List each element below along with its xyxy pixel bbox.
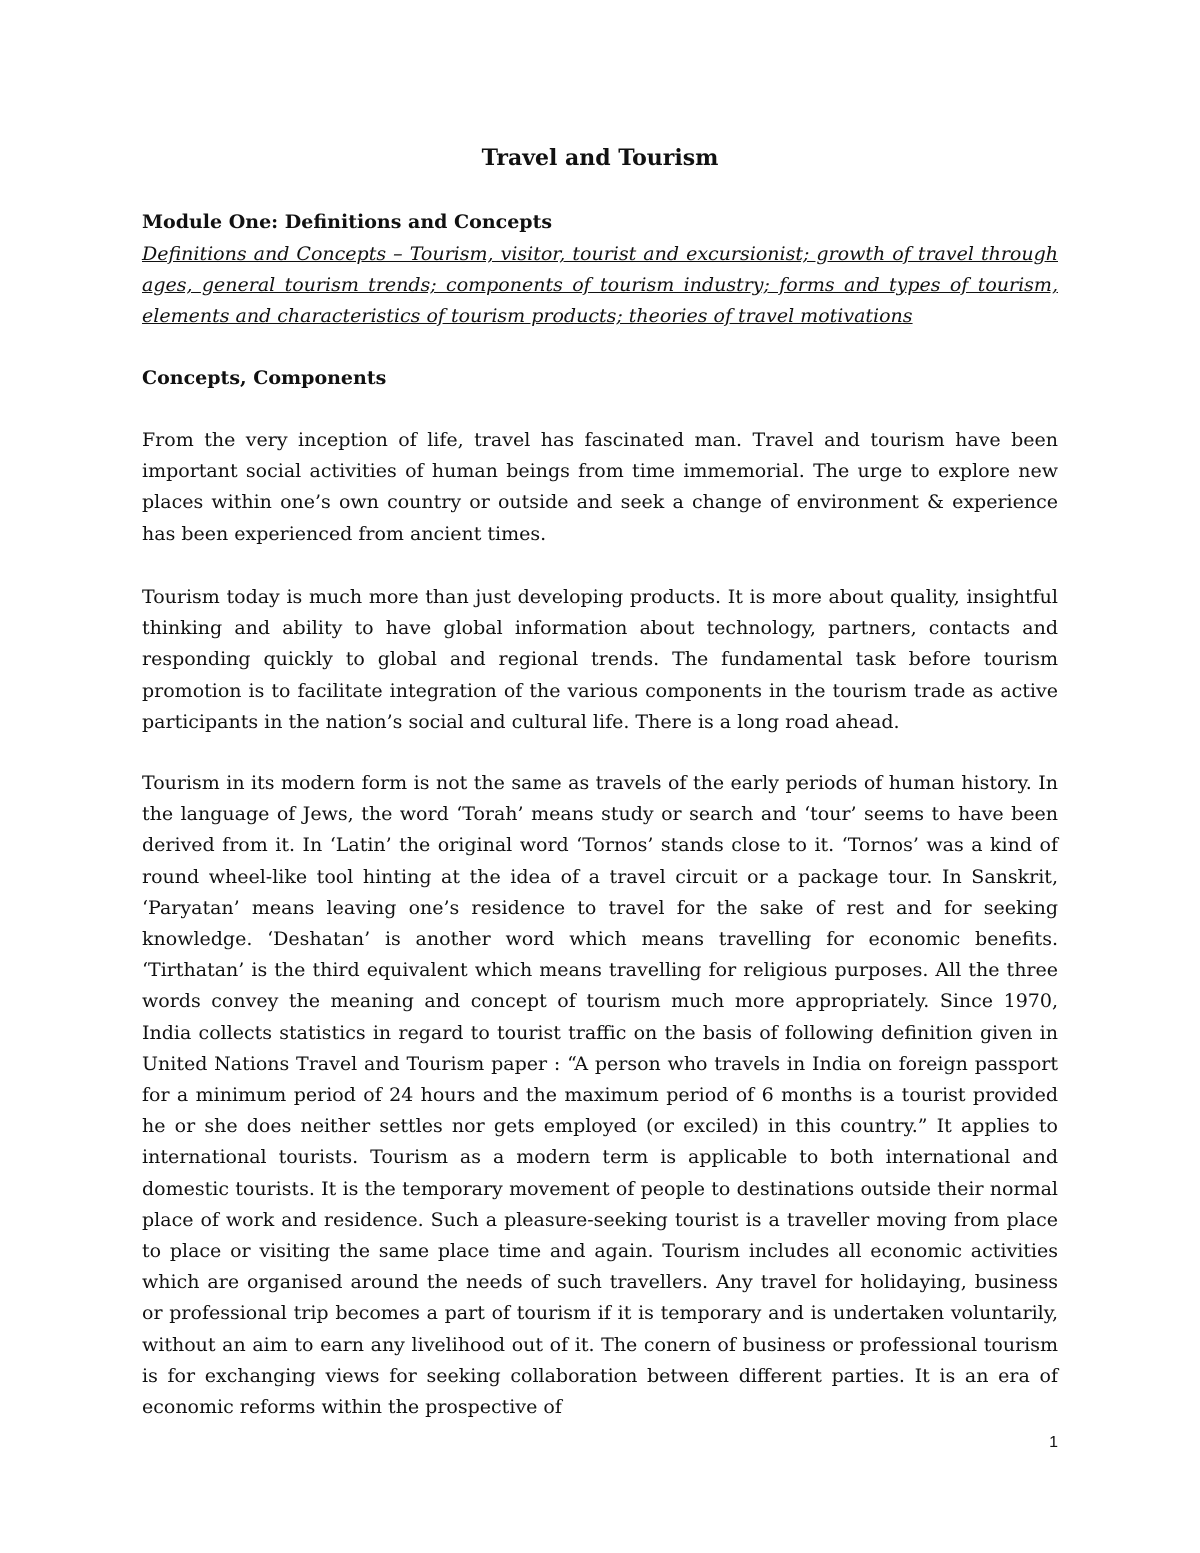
paragraph-1: From the very inception of life, travel has fascinated man. Travel and tourism have been important social activities of human beings from time immemorial. The urge to explore new places within one’s own country or outside and seek a change of environment & experience has been experienced from ancient times. [142,429,1058,545]
section-heading: Concepts, Components [142,367,387,389]
document-title: Travel and Tourism [481,145,719,171]
paragraph-3: Tourism in its modern form is not the same as travels of the early periods of human history. In the language of Jews, the word ‘Torah’ means study or search and ‘tour’ seems to have been derived from it. In ‘Latin’ the original word ‘Tornos’ stands close to it. ‘Tornos’ was a kind of round wheel-like tool hinting at the idea of a travel circuit or a package tour. In Sanskrit, ‘Paryatan’ means leaving one’s residence to travel for the sake of rest and for seeking knowledge. ‘Deshatan’ is another word which means travelling for economic benefits. ‘Tirthatan’ is the third equivalent which means travelling for religious purposes. All the three words convey the meaning and concept of tourism much more appropriately. Since 1970, India collects statistics in regard to tourist traffic on the basis of following definition given in United Nations Travel and Tourism paper : “A person who travels in India on foreign passport for a minimum period of 24 hours and the maximum period of 6 months is a tourist provided he or she does neither settles nor gets employed (or exciled) in this country.” It applies to international tourists. Tourism as a modern term is applicable to both international and domestic tourists. It is the temporary movement of people to destinations outside their normal place of work and residence. Such a pleasure-seeking tourist is a traveller moving from place to place or visiting the same place time and again. Tourism includes all economic activities which are organised around the needs of such travellers. Any travel for holidaying, business or professional trip becomes a part of tourism if it is temporary and is undertaken voluntarily, without an aim to earn any livelihood out of it. The conern of business or professional tourism is for exchanging views for seeking collaboration between different parties. It is an era of economic reforms within the prospective of [142,772,1058,1419]
paragraph-2: Tourism today is much more than just developing products. It is more about quality, insightful thinking and ability to have global information about technology, partners, contacts and responding quickly to global and regional trends. The fundamental task before tourism promotion is to facilitate integration of the various components in the tourism trade as active participants in the nation’s social and cultural life. There is a long road ahead. [142,586,1058,733]
page-number: 1 [1049,1434,1058,1451]
syllabus-text: Definitions and Concepts – Tourism, visitor, tourist and excursionist; growth of travel through ages, general tourism trends; components of tourism industry; forms and types of tourism, elements and characteristics of tourism products; theories of travel motivations [142,243,1058,327]
module-heading: Module One: Definitions and Concepts [142,211,553,233]
